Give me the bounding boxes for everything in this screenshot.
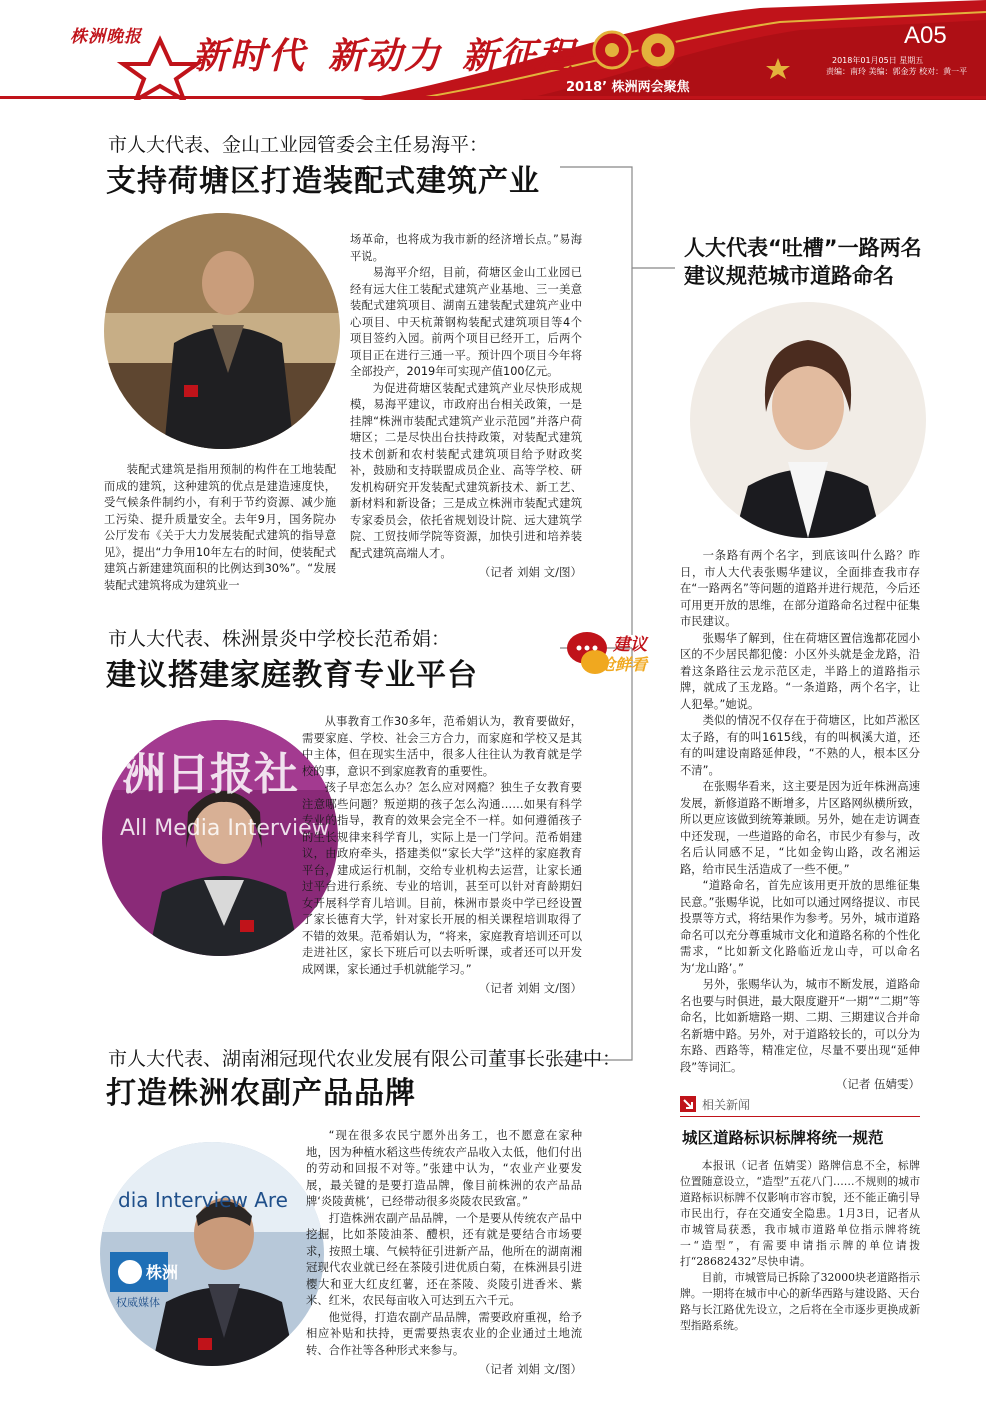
article3-body (306, 1128, 582, 1377)
photo-yi-haiping (104, 213, 340, 449)
media-logo-icon (118, 1260, 142, 1284)
related-paragraph: 本报讯（记者 伍婧雯）路牌信息不全，标牌位置随意设立，“造型”五花八门……不规则的城市道路标识标牌不仅影响市容市貌，还不能正确引导市民出行，存在交通安全隐患。1月3日，记者从市城管局获悉，我市城市道路单位指示牌将统一“造型”，有需要申请指示牌的单位请拨打“28682432”尽快申请。 (680, 1159, 920, 1268)
badge (240, 920, 254, 932)
related-paragraph: 目前，市城管局已拆除了32000块老道路指示牌。一期将在城市中心的新华西路与建设路、天台路与长江路优先设立，之后将在全市逐步更换成新型指路系统。 (680, 1271, 920, 1332)
sidebar-body (680, 548, 920, 1092)
article1-paragraph: 为促进荷塘区装配式建筑产业尽快形成规模，易海平建议，市政府出台相关政策，一是挂牌“株洲市装配式建筑产业示范园”并落户荷塘区；二是尽快出台扶持政策，对装配式建筑技术创新和农村装配式建筑项目给予财政奖补，鼓励和支持联盟成员企业、高等学校、研发机构研究开发装配式建筑新技术、新工艺、新材料和新设备；三是成立株洲市装配式建筑专家委员会，依托省规划设计院、远大建筑学院、工贸技师学院等资源，加快引进和培养装配式建筑高端人才。 (350, 381, 582, 560)
article3-paragraph: 打造株洲农副产品品牌，一个是要从传统农产品中挖掘，比如茶陵油茶、醴枳，还有就是要结合市场要求，按照土壤、气候特征引进新产品，他所在的湖南湘冠现代农业就已经在茶陵引进优质白菊，在株洲县引进樱大和亚大红皮红薯，还在茶陵、炎陵引进香米、紫米、红米，农民每亩收入可达到五六千元。 (306, 1211, 582, 1307)
slogan-1: 新时代 (192, 35, 307, 77)
related-body (680, 1158, 920, 1334)
article1-paragraph: 装配式建筑是指用预制的构件在工地装配而成的建筑，这种建筑的优点是建造速度快，受气候条件制约小，有利于节约资源、减少施工污染、提升质量安全。去年9月，国务院办公厅发布《关于大力发展装配式建筑的指导意见》，提出“力争用10年左右的时间，使装配式建筑占新建建筑面积的比例达到30%”。“发展装配式建筑将成为建筑业一 (104, 463, 336, 592)
photo-zhang-jianzhong (100, 1142, 324, 1366)
sidebar-paragraph: 在张赐华看来，这主要是因为近年株洲高速发展，新修道路不断增多，片区路网纵横所致，所以更应该做到统筹兼顾。另外，她在走访调查中还发现，一些道路的命名，市民少有参与，改名后认同感不足，“比如金钩山路，改名湘运路，给市民生活造成了一些不便。” (680, 780, 920, 876)
arrow-icon (680, 1096, 696, 1112)
article1-col-right (350, 232, 582, 580)
sidebar-paragraph: 另外，张赐华认为，城市不断发展，道路命名也要与时俱进，最大限度避开“一期”“二期”等命名，比如新塘路一期、二期、三期建议合并命名新塘中路。另外，对于道路较长的，可以分为东路、西路等，精准定位，尽量不要出现“延伸段”等词汇。 (680, 978, 920, 1074)
article1-kicker: 市人大代表、金山工业园管委会主任易海平： (108, 135, 489, 156)
article2-byline: （记者 刘娟 文/图） (478, 981, 582, 995)
sidebar-paragraph: 类似的情况不仅存在于荷塘区，比如芦淞区太子路，有的叫1615线，有的叫枫溪大道，还有的叫建设南路延伸段，“不熟的人，根本区分不清”。 (680, 714, 920, 777)
article3-headline: 打造株洲农副产品品牌 (106, 1076, 416, 1111)
sidebar-paragraph: “道路命名，首先应该用更开放的思维征集民意。”张赐华说，比如可以通过网络提议、市民投票等方式，将结果作为参考。另外，城市道路命名可以充分尊重城市文化和道路名称的个性化需求，“比如新文化路临近龙山寺，可以命名为‘龙山路’。” (680, 879, 920, 975)
sidebar-headline-2: 建议规范城市道路命名 (684, 264, 894, 288)
section-label: 2018’ 株洲两会聚焦 (566, 80, 690, 95)
page-number: A05 (904, 22, 947, 49)
badge-title: 建议 (613, 635, 647, 655)
article3-byline: （记者 刘娟 文/图） (478, 1362, 582, 1376)
article2-headline: 建议搭建家庭教育专业平台 (106, 658, 478, 693)
article2-paragraph: 从事教育工作30多年，范希娟认为，教育要做好，需要家庭、学校、社会三方合力，而家庭和学校又是其中主体，但在现实生活中，很多人往往认为教育就是学校的事，意识不到家庭教育的重要性。 (302, 715, 582, 778)
article3-paragraph: 他觉得，打造农副产品品牌，需要政府重视，给予相应补贴和扶持，更需要热衷农业的企业通过土地流转、合作社等各种形式来参与。 (306, 1310, 582, 1357)
sidebar-byline: （记者 伍婧雯） (835, 1077, 920, 1091)
staff-line: 责编：南玲 美编：郭金芳 校对：黄一平 (826, 67, 968, 76)
article1-col-left (104, 462, 336, 594)
masthead: 株洲晚报 (70, 27, 142, 47)
sidebar-paragraph: 一条路有两个名字，到底该叫什么路？昨日，市人大代表张赐华建议，全面排查我市存在“一路两名”等问题的道路并进行规范，今后还可用更开放的思维，在部分道路命名过程中征集市民建议。 (680, 549, 920, 628)
sidebar-paragraph: 张赐华了解到，住在荷塘区置信逸都花园小区的不少居民都犯傻：小区外头就是金龙路，沿着这条路往云龙示范区走，半路上的道路指示牌，就成了玉龙路。“一条道路，两个名字，让人犯晕。”她说。 (680, 631, 920, 711)
article2-body (302, 714, 582, 996)
photo-backdrop-text: dia Interview Are (118, 1188, 288, 1212)
photo-zhang-cihua (690, 302, 926, 538)
article3-kicker: 市人大代表、湖南湘冠现代农业发展有限公司董事长张建中： (108, 1049, 622, 1070)
article1-headline: 支持荷塘区打造装配式建筑产业 (106, 164, 540, 199)
face (202, 251, 254, 315)
slogan-2: 新动力 (328, 35, 443, 77)
sidebar-headline-1: 人大代表“吐槽”一路两名 (684, 236, 922, 260)
photo-backdrop-text: 权威媒体 (116, 1296, 160, 1309)
related-news-bar (680, 1094, 920, 1117)
photo-backdrop-text: 洲日报社 (122, 749, 298, 800)
badge-subtitle: 抢鲜看 (599, 655, 648, 674)
related-headline: 城区道路标识标牌将统一规范 (682, 1129, 884, 1147)
suggestion-badge (561, 628, 673, 680)
photo-backdrop-text: 株洲 (146, 1263, 179, 1282)
related-news-label: 相关新闻 (702, 1098, 751, 1112)
dateline: 2018年01月05日 星期五 (832, 56, 924, 65)
badge (184, 385, 198, 397)
article2-paragraph: 孩子早恋怎么办？怎么应对网瘾？独生子女教育要注意哪些问题？叛逆期的孩子怎么沟通……如果有科学专业的指导，教育的效果会完全不一样。如何遵循孩子的生长规律来科学育儿，实际上是一门学问。范希娟建议，由政府牵头，搭建类似“家长大学”这样的家庭教育平台，建成运行机制，交给专业机构去运营，让家长通过平台进行系统、专业的培训，甚至可以针对育龄期妇女开展科学育儿培训。目前，株洲市景炎中学已经设置了家长德育大学，针对家长开展的相关课程培训取得了不错的效果。范希娟认为，“将来，家庭教育培训还可以走进社区，家长下班后可以去听听课，或者还可以开发成网课，家长通过手机就能学习。” (302, 781, 582, 976)
badge (198, 1338, 212, 1350)
article1-paragraph: 场革命，也将成为我市新的经济增长点。”易海平说。 (350, 233, 582, 263)
photo-backdrop-text: All Media Interview (120, 816, 330, 841)
slogan-3: 新征程 (462, 35, 577, 77)
article3-paragraph: “现在很多农民宁愿外出务工，也不愿意在家种地，因为种植水稻这些传统农产品收入太低，他们付出的劳动和回报不对等。”张建中认为，“农业产业要发展，最关键的是要打造品牌，像目前株洲的农产品品牌‘炎陵黄桃’，已经带动很多炎陵农民致富。” (306, 1129, 582, 1208)
article2-kicker: 市人大代表、株洲景炎中学校长范希娟： (108, 629, 451, 650)
article1-paragraph: 易海平介绍，目前，荷塘区金山工业园已经有远大住工装配式建筑产业基地、三一美意装配式建筑项目、湖南五建装配式建筑产业中心项目、中天杭萧钢构装配式建筑项目等4个项目签约入园。前两个项目已经开工，后两个项目正在进行三通一平。预计四个项目今年将全部投产，2019年可实现产值100亿元。 (350, 266, 582, 378)
article1-byline: （记者 刘娟 文/图） (478, 565, 582, 579)
